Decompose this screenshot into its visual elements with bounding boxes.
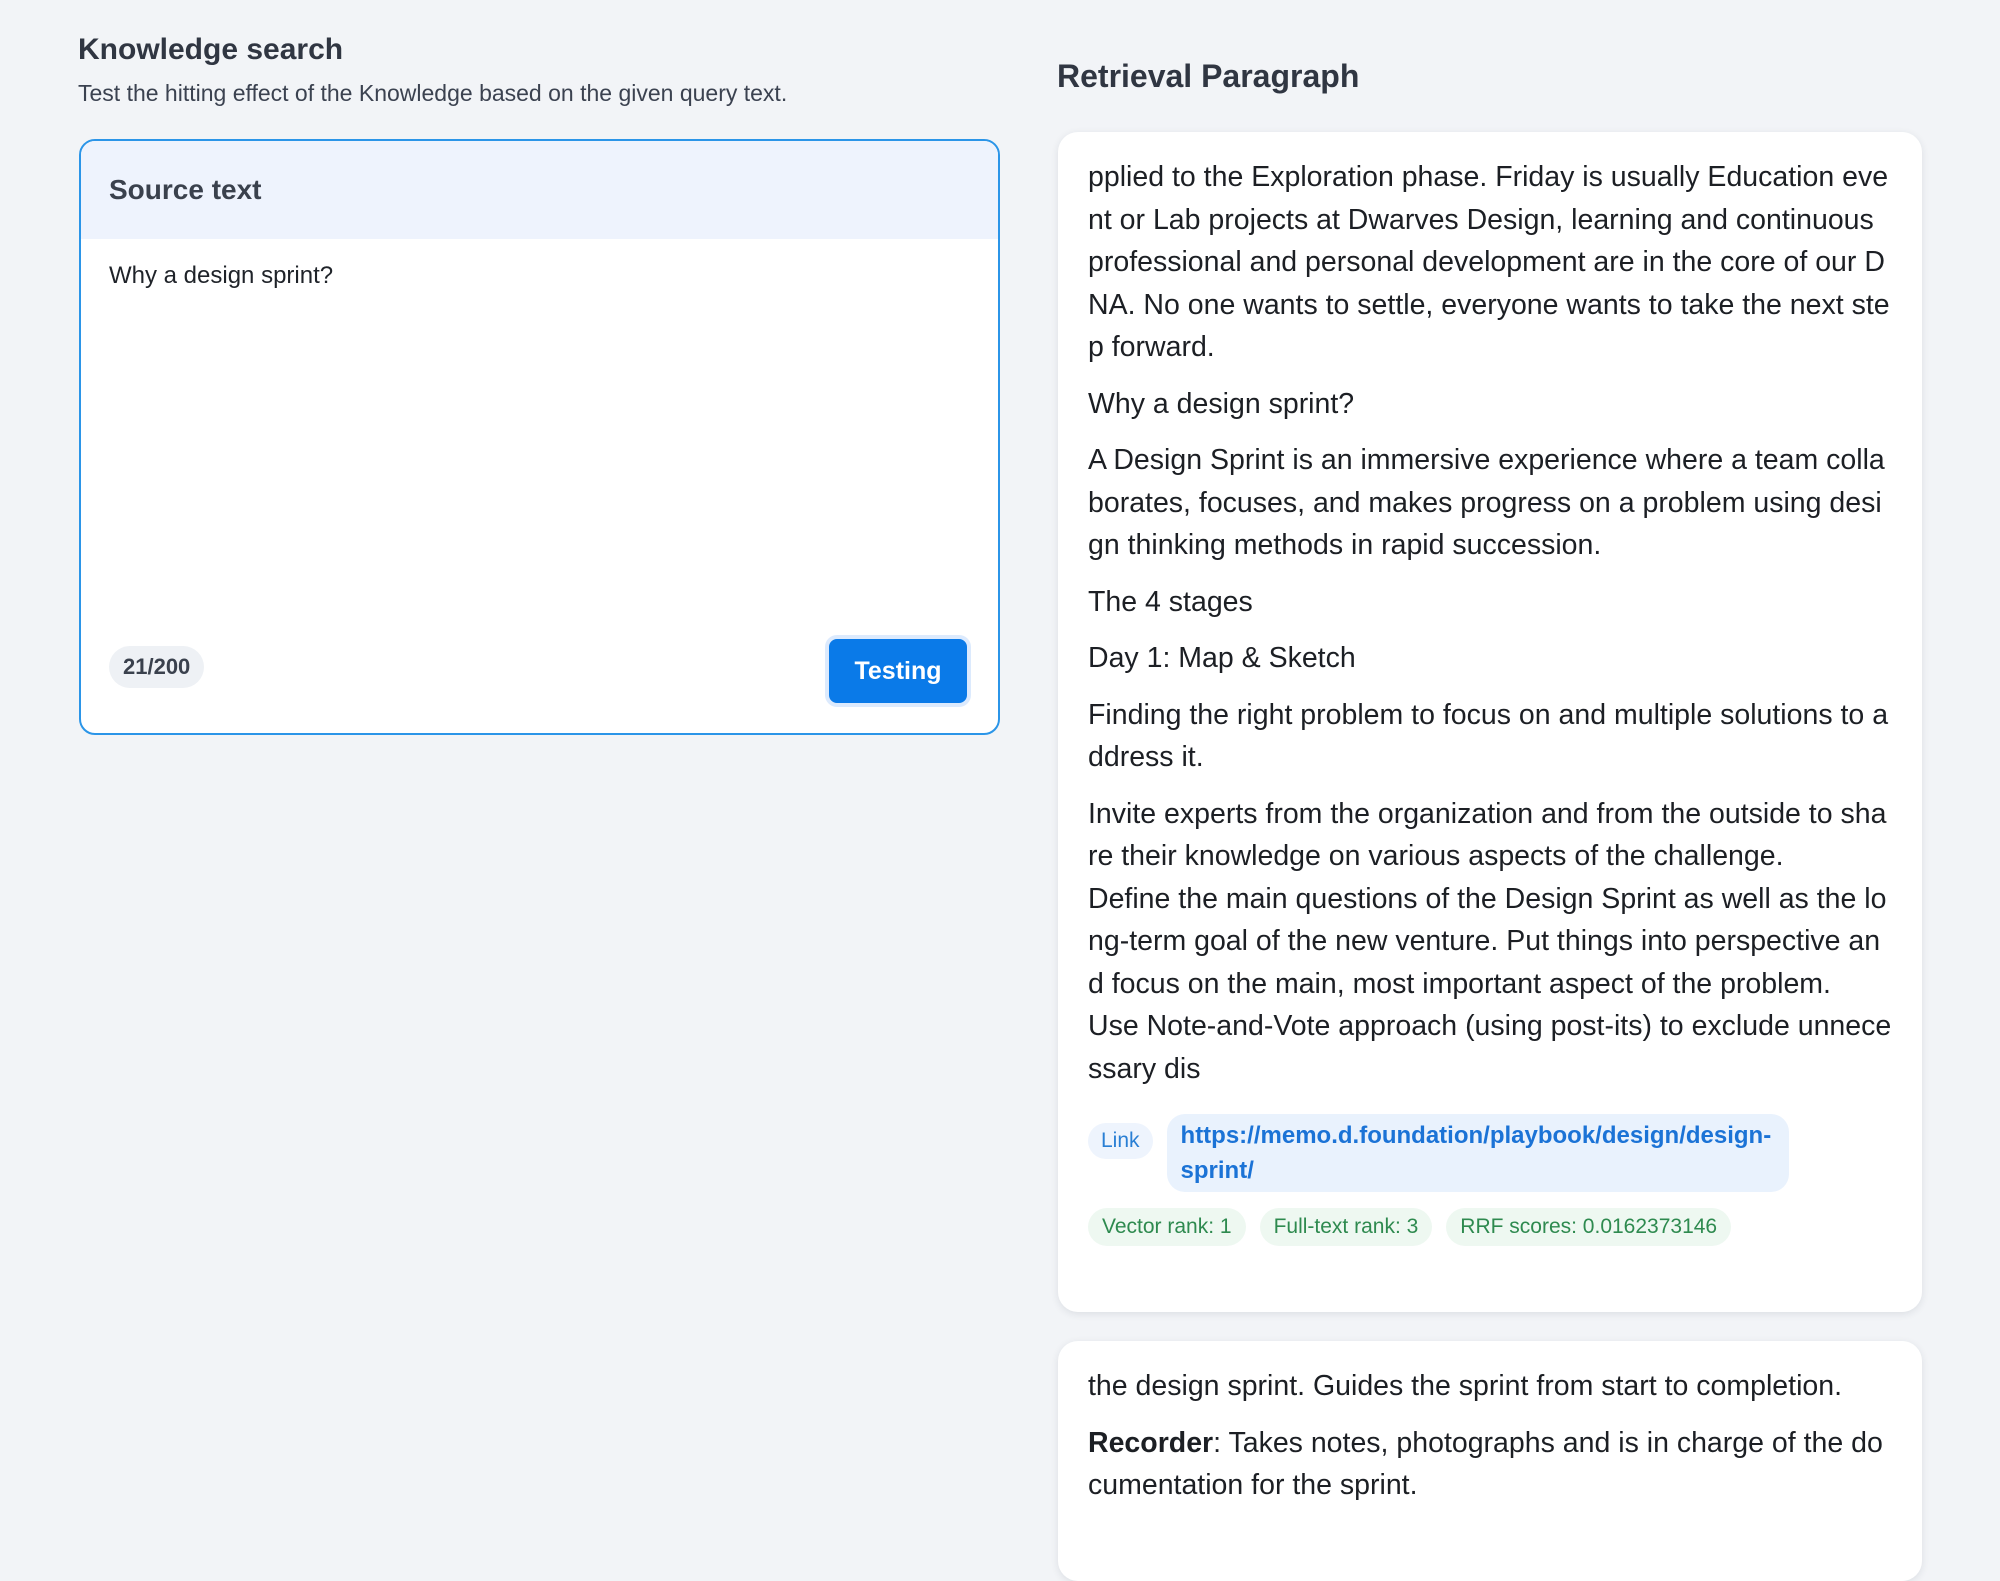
- result-paragraph: Day 1: Map & Sketch: [1088, 642, 1356, 674]
- result-paragraph: Define the main questions of the Design Sprint as well as the long-term goal of the new venture. Put things into perspective and focus on the main, most important aspect of the problem.: [1088, 882, 1887, 1000]
- page-description: Test the hitting effect of the Knowledge based on the given query text.: [78, 80, 788, 106]
- result-paragraph: Invite experts from the organization and from the outside to share their knowledge on various aspects of the challenge.: [1088, 797, 1887, 872]
- source-text-heading: Source text: [81, 141, 998, 239]
- role-name: Recorder: [1088, 1426, 1214, 1459]
- result-paragraph: The 4 stages: [1088, 585, 1253, 618]
- result-paragraph: Finding the right problem to focus on and multiple solutions to address it.: [1088, 698, 1889, 773]
- result-paragraph: A Design Sprint is an immersive experience where a team collaborates, focuses, and makes progress on a problem using design thinking methods in rapid succession.: [1088, 444, 1885, 561]
- vector-rank-badge: Vector rank: 1: [1088, 1208, 1246, 1246]
- result-paragraph: the design sprint. Guides the sprint from start to completion.: [1088, 1370, 1843, 1402]
- role-description: : Takes notes, photographs and is in charge of the documentation for the sprint.: [1088, 1426, 1883, 1501]
- result-paragraph: Why a design sprint?: [1088, 387, 1355, 420]
- query-card: [79, 139, 1000, 735]
- testing-button[interactable]: Testing: [825, 635, 971, 707]
- rrf-score-badge: RRF scores: 0.0162373146: [1446, 1208, 1731, 1246]
- score-badges: [1088, 1208, 1892, 1246]
- character-counter: 21/200: [109, 646, 204, 688]
- results-title: Retrieval Paragraph: [1057, 58, 1360, 94]
- result-card[interactable]: [1058, 1341, 1922, 1581]
- source-url-link[interactable]: https://memo.d.foundation/playbook/design/design-sprint/: [1167, 1114, 1789, 1192]
- result-card[interactable]: [1058, 132, 1922, 1312]
- fulltext-rank-badge: Full-text rank: 3: [1260, 1208, 1433, 1246]
- result-paragraph: [1088, 1422, 1892, 1507]
- query-input[interactable]: Why a design sprint?: [109, 262, 334, 289]
- link-tag: Link: [1088, 1123, 1153, 1159]
- page-title: Knowledge search: [78, 33, 344, 66]
- result-paragraph: pplied to the Exploration phase. Friday is usually Education event or Lab projects at Dwarves Design, learning and continuous professional and personal development are in the core of our DNA. No one wants to settle, everyone wants to take the next step forward.: [1088, 161, 1890, 363]
- source-link-row: [1088, 1114, 1892, 1192]
- result-paragraph: Use Note-and-Vote approach (using post-its) to exclude unnecessary dis: [1088, 1010, 1892, 1085]
- search-header: [78, 30, 1001, 108]
